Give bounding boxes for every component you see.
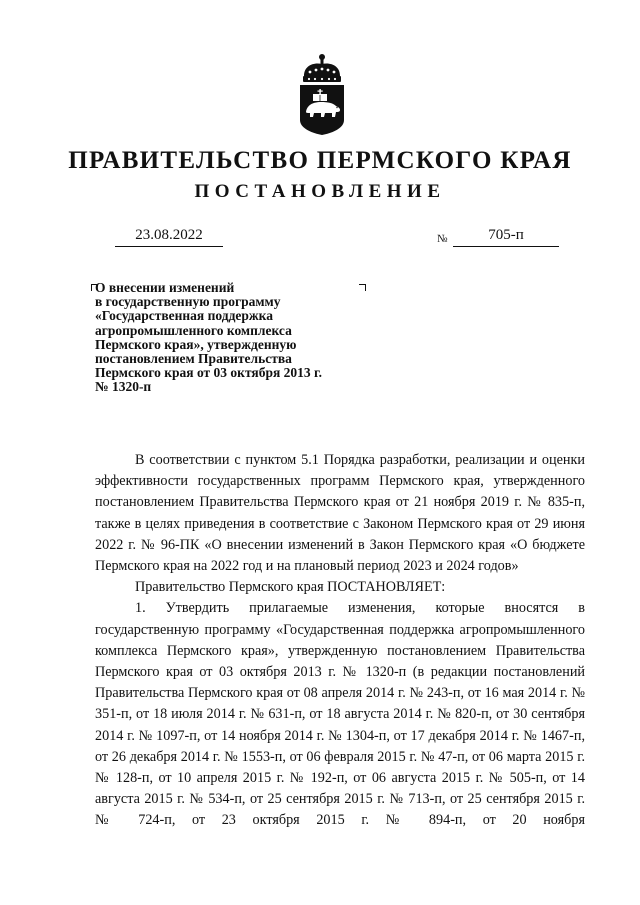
subject-line: постановлением Правительства — [95, 351, 292, 367]
number-sign: № — [437, 233, 448, 245]
subject-line: О внесении изменений — [95, 280, 235, 295]
body-paragraph-preamble: В соответствии с пунктом 5.1 Порядка разработки, реализации и оценки эффективности государственных программ Пермского края, утвержденного постановлением Правительства Пермского края от 21 ноября 2019 г. № 835-п, также в целях приведения в соответствие с Законом Пермского края от 29 июня 2022 г. № 96-ПК «О внесении изменений в Закон Пермского края «О бюджете Пермского края на 2022 год и на плановый период 2023 и 2024 годов» — [95, 452, 585, 575]
document-number: 705-п — [453, 226, 559, 247]
subject-line: Пермского края от 03 октября 2013 г. — [95, 365, 323, 381]
body-paragraph-item-1: 1. Утвердить прилагаемые изменения, которые вносятся в государственную программу «Государственная поддержка агропромышленного комплекса Пермского края», утвержденную постановлением Правительства Пермского края от 03 октября 2013 г. № 1320-п (в редакции постановлений Правительства Пермского края от 08 апреля 2014 г. № 243-п, от 16 мая 2014 г. № 351-п, от 18 июля 2014 г. № 631-п, от 18 августа 2014 г. № 820-п, от 30 сентября 2014 г. № 1097-п, от 14 ноября 2014 г. № 1304-п, от 17 декабря 2014 г. № 1467-п, от 26 декабря 2014 г. № 1553-п, от 06 февраля 2015 г. № 47-п, от 06 марта 2015 г. № 128-п, от 10 апреля 2015 г. № 192-п, от 06 августа 2015 г. № 505-п, от 14 августа 2015 г. № 534-п, от 25 сентября 2015 г. № 713-п, от 25 сентября 2015 г. № 724-п, от 23 октября 2015 г. № 894-п, от 20 ноября — [95, 600, 585, 829]
organization-title: ПРАВИТЕЛЬСТВО ПЕРМСКОГО КРАЯ — [68, 147, 572, 174]
document-type: ПОСТАНОВЛЕНИЕ — [194, 181, 446, 202]
subject-line: в государственную программу — [95, 294, 281, 310]
perm-krai-coat-of-arms-icon — [295, 52, 349, 136]
subject-line: агропромышленного комплекса — [95, 322, 292, 338]
document-subject — [95, 281, 375, 395]
subject-line: Пермского края», утвержденную — [95, 336, 297, 352]
subject-line: № 1320-п — [95, 379, 152, 395]
body-paragraph-resolves: Правительство Пермского края ПОСТАНОВЛЯЕТ: — [135, 579, 446, 596]
document-date: 23.08.2022 — [115, 226, 223, 247]
subject-line: «Государственная поддержка — [95, 308, 274, 324]
document-body — [95, 450, 585, 832]
